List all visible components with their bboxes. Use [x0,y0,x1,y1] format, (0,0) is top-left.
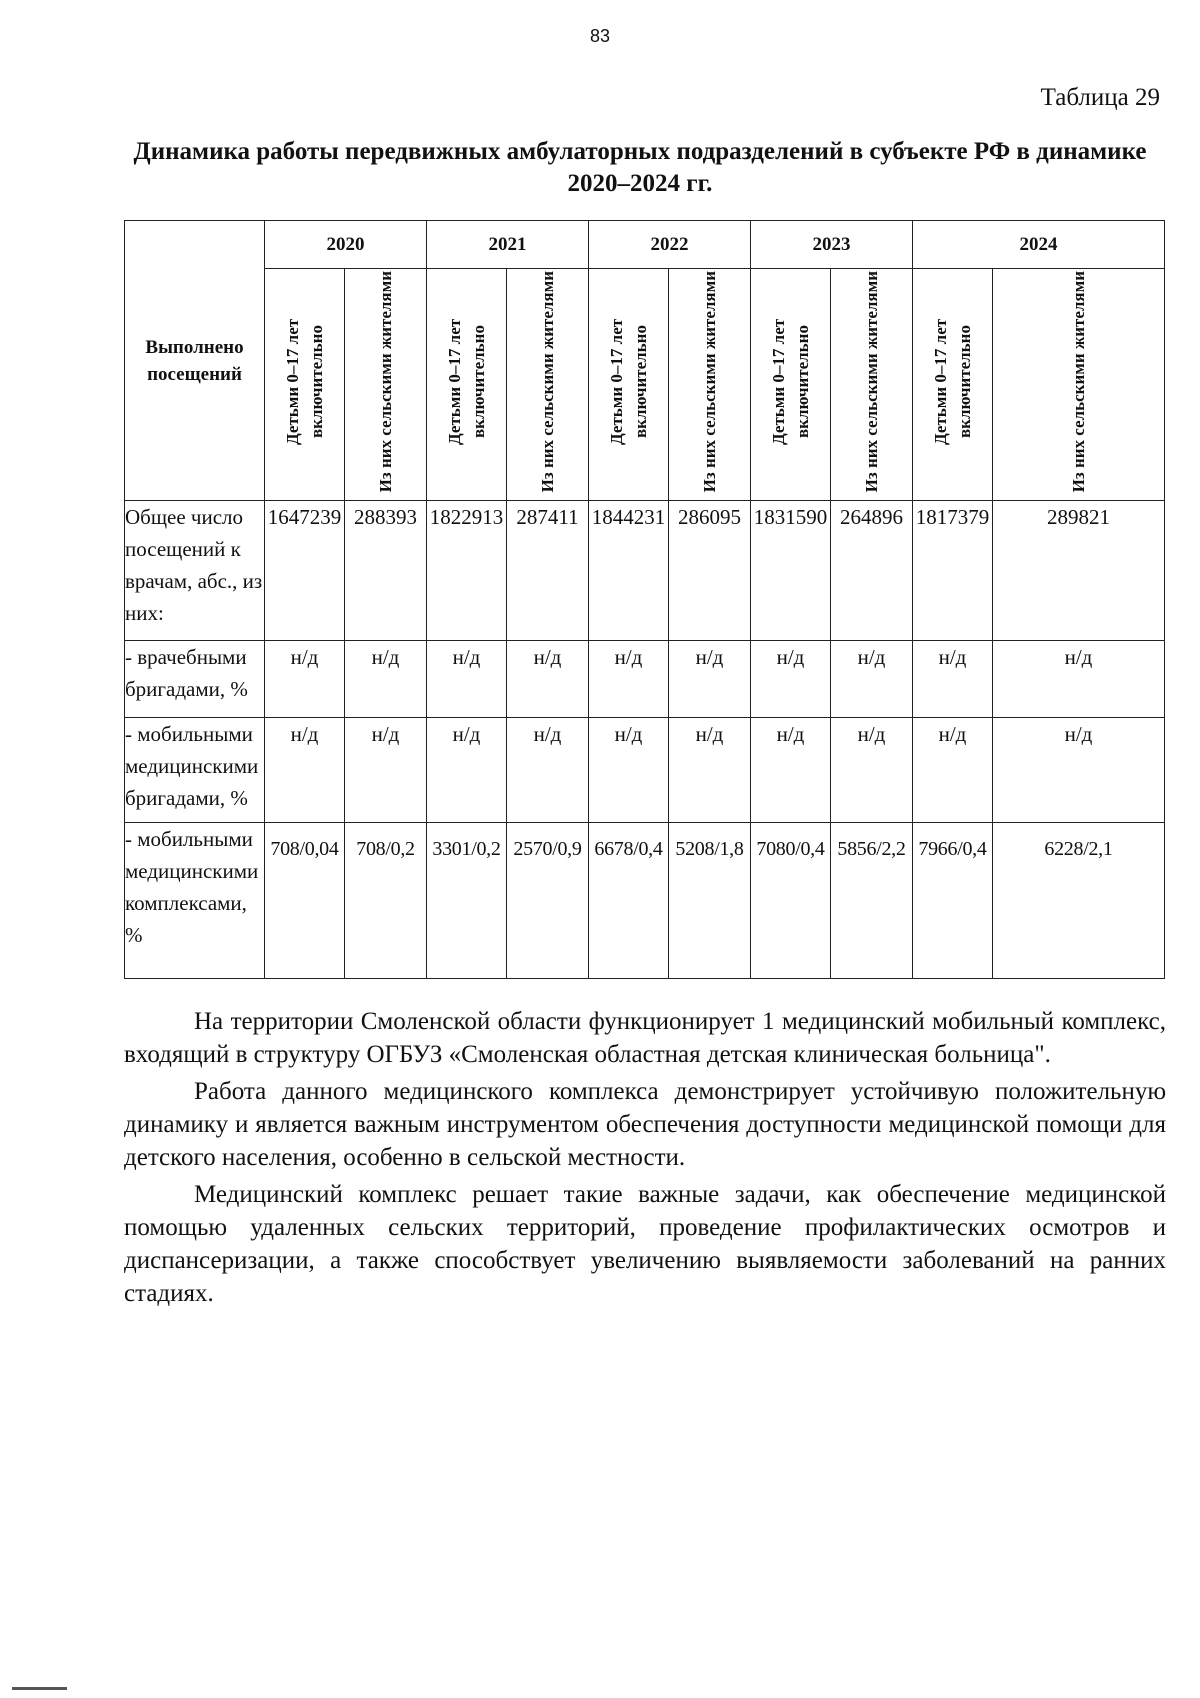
subheader-rural [507,269,589,501]
data-table [124,220,1165,979]
table-cell: н/д [345,641,427,718]
table-cell: 1822913 [427,501,507,641]
year-header: 2022 [589,221,751,269]
table-row [125,718,1165,823]
table-cell: н/д [345,718,427,823]
year-header: 2024 [913,221,1165,269]
year-header: 2020 [265,221,427,269]
paragraph: Медицинский комплекс решает такие важные задачи, как обеспечение медицинской помощью удаленных сельских территорий, проведение профилактических осмотров и диспансеризации, а также способствует увеличению выявляемости заболеваний на ранних стадиях. [124,1181,1166,1307]
subheader-children [427,269,507,501]
table-cell: 1831590 [751,501,831,641]
table-cell: 5208/1,8 [669,823,751,979]
table-cell: 3301/0,2 [427,823,507,979]
year-header: 2021 [427,221,589,269]
table-cell: н/д [831,718,913,823]
paragraph: Работа данного медицинского комплекса демонстрирует устойчивую положительную динамику и является важным инструментом обеспечения доступности медицинской помощи для детского населения, особенно в сельской местности. [124,1078,1166,1171]
table-cell: н/д [589,641,669,718]
page-number: 83 [589,26,611,46]
row-label: - мобильными медицинскими бригадами, % [125,718,265,823]
table-cell: 1647239 [265,501,345,641]
paragraph: На территории Смоленской области функционирует 1 медицинский мобильный комплекс, входящий в структуру ОГБУЗ «Смоленская областная детская клиническая больница". [124,1008,1166,1068]
table-cell: 708/0,2 [345,823,427,979]
body-text [124,1005,1166,1314]
table-cell: 7966/0,4 [913,823,993,979]
table-cell: н/д [265,718,345,823]
table-cell: н/д [913,641,993,718]
row-label: - врачебными бригадами, % [125,641,265,718]
table-cell: 7080/0,4 [751,823,831,979]
table-row [125,501,1165,641]
table-cell: н/д [669,641,751,718]
table-cell: 287411 [507,501,589,641]
subheader-children [751,269,831,501]
table-cell: н/д [993,641,1165,718]
table-cell: н/д [589,718,669,823]
subheader-label: Из них сельскими жителями [537,271,557,493]
row-label: - мобильными медицинскими комплексами, % [125,823,265,979]
subheader-label: Детьми 0–17 лет включительно [930,318,974,446]
subheader-label: Детьми 0–17 лет включительно [444,318,488,446]
table-cell: н/д [507,641,589,718]
table-cell: 1844231 [589,501,669,641]
table-cell: н/д [427,641,507,718]
table-cell: н/д [751,718,831,823]
table-corner-header: Выполнено посещений [125,221,265,501]
document-title: Динамика работы передвижных амбулаторных подразделений в субъекте РФ в динамике 2020–2024 гг. [133,138,1147,197]
table-label: Таблица 29 [1040,84,1160,111]
table-cell: н/д [913,718,993,823]
subheader-label: Детьми 0–17 лет включительно [768,318,812,446]
table-cell: н/д [831,641,913,718]
table-row [125,823,1165,979]
subheader-label: Из них сельскими жителями [699,271,719,493]
table-cell: н/д [751,641,831,718]
subheader-rural [831,269,913,501]
subheader-label: Из них сельскими жителями [375,271,395,493]
table-cell: н/д [993,718,1165,823]
year-header: 2023 [751,221,913,269]
table-cell: 6228/2,1 [993,823,1165,979]
table-cell: 5856/2,2 [831,823,913,979]
table-cell: 286095 [669,501,751,641]
subheader-label: Детьми 0–17 лет включительно [282,318,326,446]
table-cell: н/д [669,718,751,823]
subheader-children [913,269,993,501]
table-cell: 6678/0,4 [589,823,669,979]
footer-rule [12,1687,67,1690]
subheader-rural [993,269,1165,501]
subheader-children [265,269,345,501]
table-cell: 1817379 [913,501,993,641]
subheader-rural [669,269,751,501]
subheader-label: Из них сельскими жителями [1068,271,1088,493]
subheader-rural [345,269,427,501]
table-cell: 2570/0,9 [507,823,589,979]
table-row [125,641,1165,718]
table-cell: 289821 [993,501,1165,641]
row-label: Общее число посещений к врачам, абс., из них: [125,501,265,641]
table-cell: 264896 [831,501,913,641]
table-cell: 288393 [345,501,427,641]
subheader-label: Детьми 0–17 лет включительно [606,318,650,446]
table-cell: н/д [265,641,345,718]
table-cell: 708/0,04 [265,823,345,979]
table-cell: н/д [427,718,507,823]
table-cell: н/д [507,718,589,823]
subheader-children [589,269,669,501]
subheader-label: Из них сельскими жителями [861,271,881,493]
